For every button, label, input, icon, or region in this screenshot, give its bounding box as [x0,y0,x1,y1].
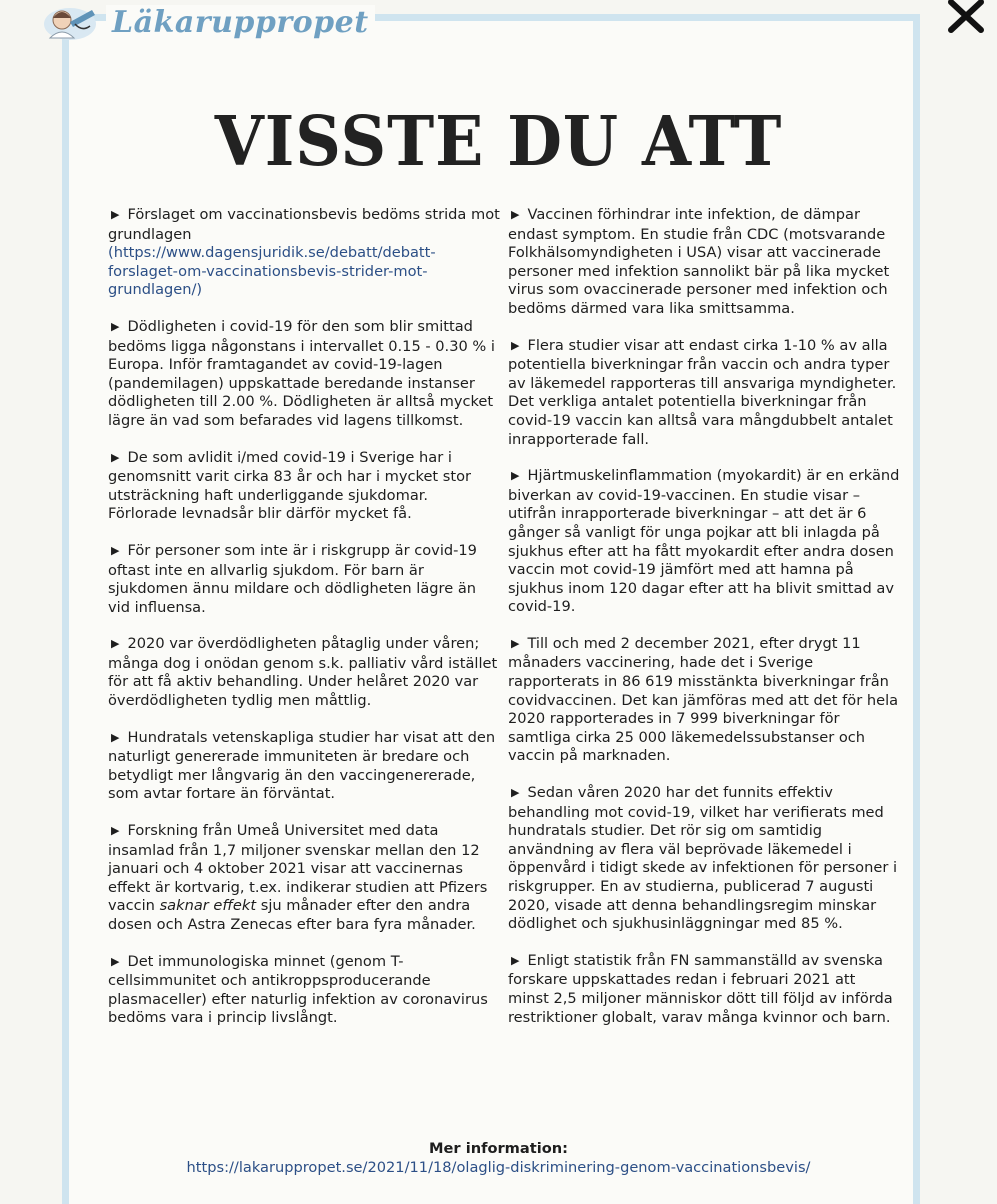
list-item: ▶ 2020 var överdödligheten påtaglig under våren; många dog i onödan genom s.k. palliativ vård istället för att få aktiv behandling. Under helåret 2020 var överdödligheten tydlig men måttlig. [108,635,498,710]
footer [0,1140,997,1176]
bullet-icon: ▶ [511,208,520,221]
bullet-icon: ▶ [111,543,120,557]
close-icon[interactable] [943,0,989,34]
left-column [108,206,500,1046]
logo-text: Läkaruppropet [106,5,375,40]
emphasis-text: saknar effekt [159,897,257,915]
bullet-icon: ▶ [511,469,520,483]
page-title: VISSTE DU ATT [214,102,783,182]
bullet-icon: ▶ [111,637,120,651]
list-item: ▶ För personer som inte är i riskgrupp är covid-19 oftast inte en allvarlig sjukdom. För barn är sjukdomen ännu mildare och dödligheten lägre än vid influensa. [108,541,477,616]
list-item: ▶ De som avlidit i/med covid-19 i Sverige har i genomsnitt varit cirka 83 år och har i mycket stor utsträckning haft underliggande sjukdomar. Förlorade levnadsår blir därför mycket få. [108,448,472,523]
right-column [508,206,900,1045]
list-item: ▶ Förslaget om vaccinationsbevis bedöms strida mot grundlagen (https://www.dagensjuridik.se/debatt/debatt-forslaget-om-vaccinationsbevis-strider-mot-grundlagen/) [108,206,500,299]
list-item: ▶ Hjärtmuskelinflammation (myokardit) är en erkänd biverkan av covid-19-vaccinen. En studie visar – utifrån inrapporterade biverkningar – att det är 6 gånger så vanligt för unga pojkar att bli inlagda på sjukhus efter att ha fått myokardit efter andra dosen vaccin mot covid-19 jämfört med att hamna på sjukhus inom 120 dagar efter att ha blivit smittad av covid-19. [508,467,900,616]
list-item: ▶ Vaccinen förhindrar inte infektion, de dämpar endast symptom. En studie från CDC (motsvarande Folkhälsomyndigheten i USA) visar att vaccinerade personer med infektion sannolikt bär på lika mycket virus som ovaccinerade personer med infektion och bedöms därmed vara lika smittsamma. [508,206,890,317]
logo [40,0,375,44]
bullet-icon: ▶ [111,824,120,838]
list-item: ▶ Dödligheten i covid-19 för den som blir smittad bedöms ligga någonstans i intervallet 0.15 - 0.30 % i Europa. Inför framtagandet av covid-19-lagen (pandemilagen) uppskattade beredande instanser dödligheten till 2.00 %. Dödligheten är alltså mycket lägre än vad som befarades vid lagens tillkomst. [108,317,495,429]
bullet-icon: ▶ [511,953,520,967]
article-link[interactable]: (https://www.dagensjuridik.se/debatt/debatt-forslaget-om-vaccinationsbevis-strider-mot-grundlagen/) [108,244,436,299]
list-item: ▶ Flera studier visar att endast cirka 1-10 % av alla potentiella biverkningar från vaccin och andra typer av läkemedel rapporteras till ansvariga myndigheter. Det verkliga antalet potentiella biverkningar från covid-19 vaccin kan alltså vara mångdubbelt antalet inrapporterade fall. [508,336,897,448]
bullet-icon: ▶ [111,450,120,464]
footer-link[interactable]: https://lakaruppropet.se/2021/11/18/olaglig-diskriminering-genom-vaccinationsbevis/ [186,1159,811,1176]
bullet-icon: ▶ [111,208,120,221]
list-item: ▶ Forskning från Umeå Universitet med data insamlad från 1,7 miljoner svenskar mellan den 12 januari och 4 oktober 2021 visar att vaccinernas effekt är kortvarig, t.ex. indikerar studien att Pfizers vaccin saknar effekt sju månader efter den andra dosen och Astra Zenecas efter bara fyra månader. [108,822,488,933]
list-item: ▶ Hundratals vetenskapliga studier har visat att den naturligt genererade immuniteten är bredare och betydligt mer långvarig än den vaccingenererade, som avtar fortare än förväntat. [108,728,496,803]
list-item: ▶ Det immunologiska minnet (genom T-cellsimmunitet och antikroppsproducerande plasmaceller) efter naturlig infektion av coronavirus bedöms vara i princip livslångt. [108,952,488,1027]
bullet-icon: ▶ [111,954,120,968]
list-item: ▶ Sedan våren 2020 har det funnits effektiv behandling mot covid-19, vilket har verifierats med hundratals studier. Det rör sig om samtidig användning av flera väl beprövade läkemedel i öppenvård i tidigt skede av infektionen för personer i riskgrupper. En av studierna, publicerad 7 augusti 2020, visade att denna behandlingsregim minskar dödlighet och sjukhusinläggningar med 85 %. [508,784,898,933]
bullet-icon: ▶ [511,338,520,352]
doctor-mascot-icon [40,2,100,42]
footer-title: Mer information: [429,1140,568,1157]
bullet-icon: ▶ [511,636,520,650]
bullet-icon: ▶ [111,319,120,333]
list-item: ▶ Till och med 2 december 2021, efter drygt 11 månaders vaccinering, hade det i Sverige rapporterats in 86 619 misstänkta biverkningar från covidvaccinen. Det kan jämföras med att det för hela 2020 rapporterades in 7 999 biverkningar för samtliga cirka 25 000 läkemedelssubstanser och vaccin på marknaden. [508,634,899,765]
bullet-icon: ▶ [511,786,520,800]
bullet-icon: ▶ [111,730,120,744]
list-item: ▶ Enligt statistik från FN sammanställd av svenska forskare uppskattades redan i februari 2021 att minst 2,5 miljoner människor dött till följd av införda restriktioner globalt, varav många kvinnor och barn. [508,951,893,1026]
